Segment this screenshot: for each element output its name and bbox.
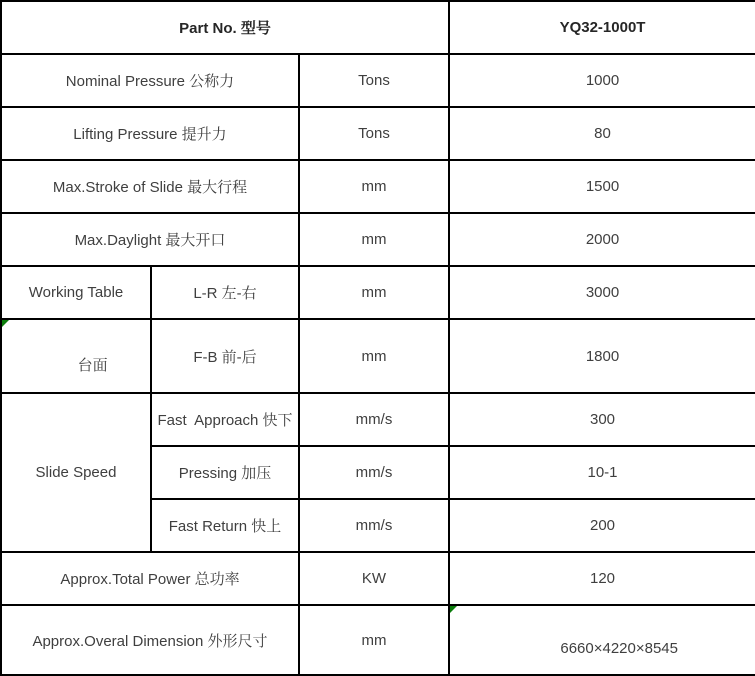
part-no-header-cell: Part No. 型号 bbox=[1, 1, 449, 54]
row-label-cell: Fast Approach 快下 bbox=[151, 393, 299, 446]
row-working-table-fb bbox=[1, 319, 755, 393]
cell-corner-flag-icon bbox=[450, 606, 457, 613]
row-label-cell: Pressing 加压 bbox=[151, 446, 299, 499]
row-label-cell: Approx.Overal Dimension 外形尺寸 bbox=[1, 605, 299, 675]
unit-cell: mm/s bbox=[299, 393, 449, 446]
value-cell: 200 bbox=[449, 499, 755, 552]
row-label-cell: L-R 左-右 bbox=[151, 266, 299, 319]
unit-cell: mm bbox=[299, 319, 449, 393]
group-label-cell bbox=[1, 319, 151, 393]
row-overall-dimension bbox=[1, 605, 755, 675]
value-cell: 10-1 bbox=[449, 446, 755, 499]
row-lifting-pressure bbox=[1, 107, 755, 160]
model-header-cell: YQ32-1000T bbox=[449, 1, 755, 54]
value-cell: 1500 bbox=[449, 160, 755, 213]
row-fast-approach bbox=[1, 393, 755, 446]
unit-cell: Tons bbox=[299, 107, 449, 160]
unit-cell: KW bbox=[299, 552, 449, 605]
row-total-power bbox=[1, 552, 755, 605]
row-max-stroke bbox=[1, 160, 755, 213]
group-label-cell: Slide Speed bbox=[1, 393, 151, 552]
unit-cell: mm bbox=[299, 213, 449, 266]
cell-corner-flag-icon bbox=[2, 320, 9, 327]
unit-cell: mm bbox=[299, 160, 449, 213]
row-working-table-lr bbox=[1, 266, 755, 319]
unit-cell: mm bbox=[299, 266, 449, 319]
row-label-cell: Max.Daylight 最大开口 bbox=[1, 213, 299, 266]
row-label-cell: Nominal Pressure 公称力 bbox=[1, 54, 299, 107]
row-label-cell: Max.Stroke of Slide 最大行程 bbox=[1, 160, 299, 213]
value-cell: 3000 bbox=[449, 266, 755, 319]
value-text: 6660×4220×8545 bbox=[560, 640, 678, 657]
row-label-cell: Approx.Total Power 总功率 bbox=[1, 552, 299, 605]
value-cell: 1000 bbox=[449, 54, 755, 107]
header-row bbox=[1, 1, 755, 54]
value-cell: 80 bbox=[449, 107, 755, 160]
value-cell: 2000 bbox=[449, 213, 755, 266]
value-cell: 1800 bbox=[449, 319, 755, 393]
unit-cell: mm/s bbox=[299, 446, 449, 499]
value-cell: 120 bbox=[449, 552, 755, 605]
group-label-cell: Working Table bbox=[1, 266, 151, 319]
unit-cell: mm bbox=[299, 605, 449, 675]
row-label-cell: Fast Return 快上 bbox=[151, 499, 299, 552]
group-label: 台面 bbox=[77, 357, 108, 374]
row-nominal-pressure bbox=[1, 54, 755, 107]
value-cell bbox=[449, 605, 755, 675]
row-label-cell: Lifting Pressure 提升力 bbox=[1, 107, 299, 160]
row-label-cell: F-B 前-后 bbox=[151, 319, 299, 393]
value-cell: 300 bbox=[449, 393, 755, 446]
row-max-daylight bbox=[1, 213, 755, 266]
unit-cell: Tons bbox=[299, 54, 449, 107]
unit-cell: mm/s bbox=[299, 499, 449, 552]
